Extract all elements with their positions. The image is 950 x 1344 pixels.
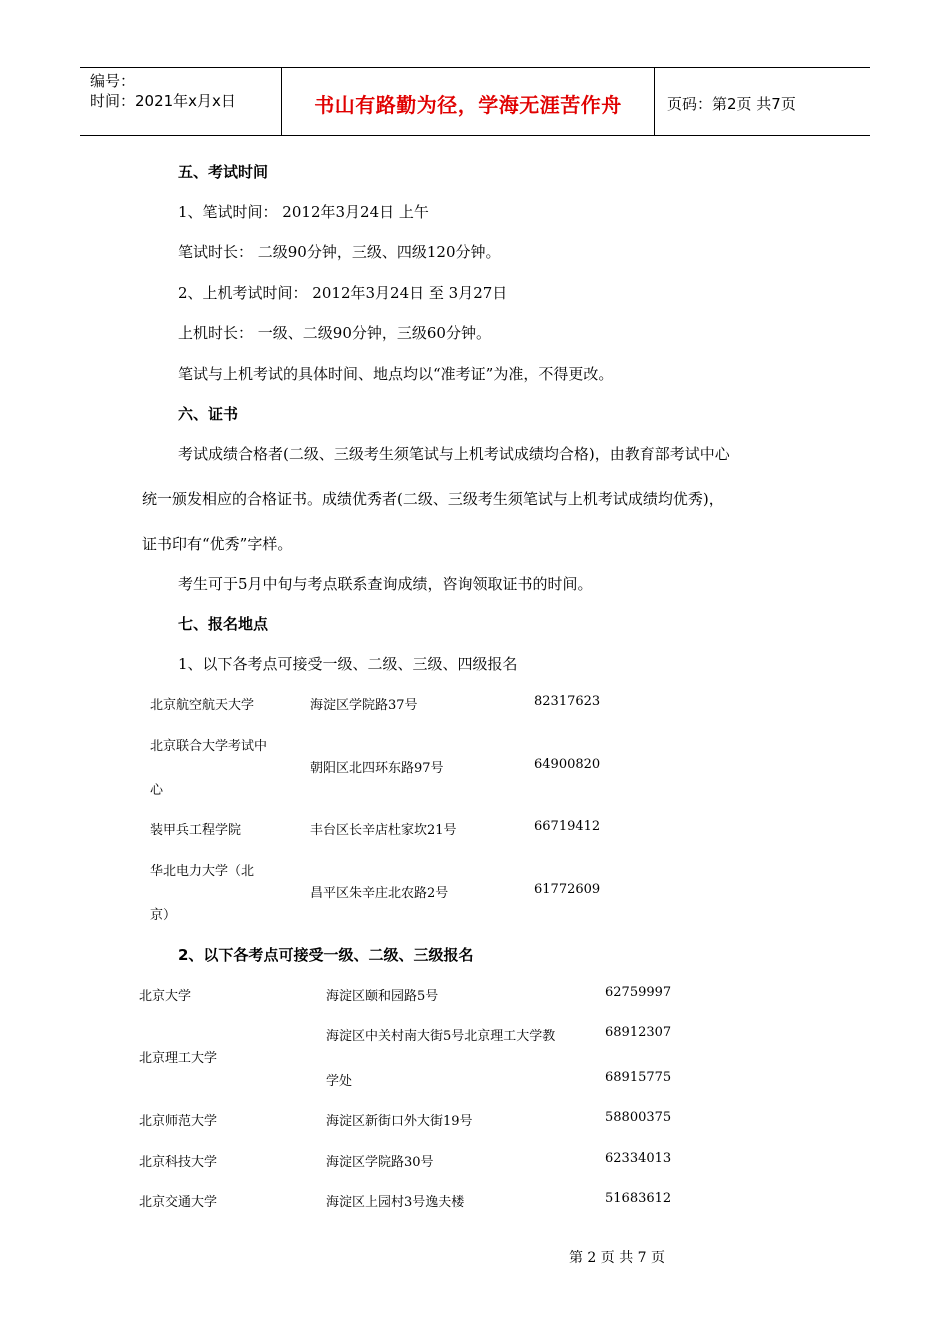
venue-name: 北京师范大学	[139, 1114, 218, 1129]
header-meta	[80, 68, 282, 135]
venue-phone: 68915775	[605, 1070, 672, 1085]
venue-name: 装甲兵工程学院	[150, 823, 242, 838]
page-footer	[0, 1247, 950, 1267]
sec6-para1-line1: 考试成绩合格者(二级、三级考生须笔试与上机考试成绩均合格)，由教育部考试中心	[178, 445, 730, 463]
venue-address: 海淀区上园村3号逸夫楼	[326, 1195, 465, 1210]
sec5-line5: 笔试与上机考试的具体时间、地点均以“准考证”为准，不得更改。	[178, 365, 614, 383]
section-5-title: 五、考试时间	[178, 163, 269, 181]
venue-address: 海淀区新街口外大街19号	[326, 1114, 473, 1129]
venue-phone: 66719412	[534, 819, 601, 834]
sec6-para1-line2: 统一颁发相应的合格证书。成绩优秀者(二级、三级考生须笔试与上机考试成绩均优秀)，	[142, 490, 724, 508]
sec5-line1: 1、笔试时间： 2012年3月24日 上午	[178, 203, 429, 221]
code-label: 编号：	[90, 72, 136, 90]
venue-phone: 62759997	[605, 985, 672, 1000]
venue-name: 北京航空航天大学	[150, 698, 255, 713]
venue-phone: 68912307	[605, 1025, 672, 1040]
venue-address: 海淀区学院路30号	[326, 1155, 434, 1170]
venue-address-cont: 学处	[326, 1074, 353, 1089]
venue-phone: 58800375	[605, 1110, 672, 1125]
venue-name-cont: 心	[150, 783, 164, 798]
sec5-line4: 上机时长： 一级、二级90分钟，三级60分钟。	[178, 324, 491, 342]
sec6-para1-line3: 证书印有“优秀”字样。	[142, 535, 293, 553]
sec7-sub1: 1、以下各考点可接受一级、二级、三级、四级报名	[178, 655, 518, 673]
venue-address: 丰台区长辛店杜家坎21号	[310, 823, 457, 838]
venue-name: 北京科技大学	[139, 1155, 218, 1170]
header-page-label: 页码：第2页 共7页	[667, 95, 796, 113]
section-7-title: 七、报名地点	[178, 615, 269, 633]
venue-name: 北京联合大学考试中	[150, 739, 268, 754]
time-label: 时间：2021年x月x日	[90, 92, 236, 110]
sec6-para2: 考生可于5月中旬与考点联系查询成绩，咨询领取证书的时间。	[178, 575, 593, 593]
page-header	[80, 67, 870, 136]
venue-address: 昌平区朱辛庄北农路2号	[310, 886, 449, 901]
venue-phone: 61772609	[534, 882, 601, 897]
venue-phone: 64900820	[534, 757, 601, 772]
page-number: 第 2 页 共 7 页	[568, 1250, 666, 1266]
sec5-line2: 笔试时长： 二级90分钟，三级、四级120分钟。	[178, 243, 501, 261]
venue-address: 朝阳区北四环东路97号	[310, 761, 444, 776]
header-motto: 书山有路勤为径，学海无涯苦作舟	[282, 68, 655, 135]
sec5-line3: 2、上机考试时间： 2012年3月24日 至 3月27日	[178, 284, 508, 302]
venue-address: 海淀区颐和园路5号	[326, 989, 439, 1004]
venue-address: 海淀区学院路37号	[310, 698, 418, 713]
venue-name: 北京理工大学	[139, 1051, 218, 1066]
sec7-sub2: 2、以下各考点可接受一级、二级、三级报名	[178, 946, 474, 964]
venue-name: 华北电力大学（北	[150, 864, 255, 879]
venue-name: 北京大学	[139, 989, 192, 1004]
section-6-title: 六、证书	[178, 405, 239, 423]
venue-phone: 82317623	[534, 694, 601, 709]
venue-name: 北京交通大学	[139, 1195, 218, 1210]
venue-phone: 62334013	[605, 1151, 672, 1166]
venue-name-cont: 京）	[150, 908, 177, 923]
venue-phone: 51683612	[605, 1191, 672, 1206]
venue-address: 海淀区中关村南大街5号北京理工大学教	[326, 1029, 556, 1044]
